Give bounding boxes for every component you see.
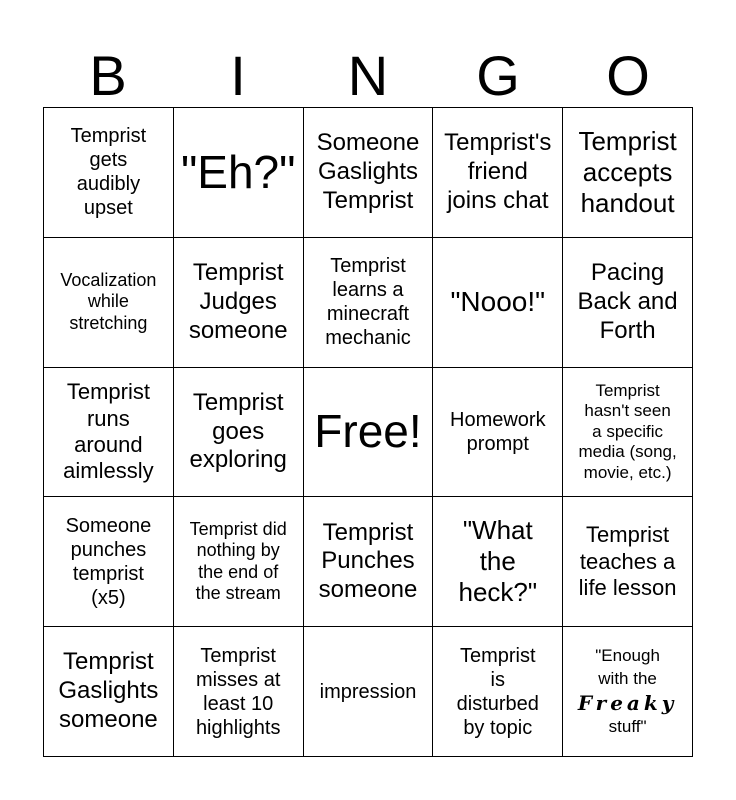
bingo-cell[interactable]: impression xyxy=(304,627,434,757)
bingo-header xyxy=(43,44,693,108)
bingo-cell-freaky[interactable] xyxy=(563,627,693,757)
bingo-cell[interactable]: Someone punches temprist (x5) xyxy=(44,497,174,627)
bingo-cell[interactable]: Temprist teaches a life lesson xyxy=(563,497,693,627)
freaky-quote xyxy=(578,645,678,737)
header-letter-i: I xyxy=(230,44,246,107)
header-letter-b: B xyxy=(89,44,127,107)
bingo-cell[interactable]: "Eh?" xyxy=(174,108,304,238)
bingo-cell[interactable]: Temprist runs around aimlessly xyxy=(44,368,174,498)
freaky-line-1: "Enough xyxy=(595,646,660,666)
header-letter-n: N xyxy=(347,44,389,107)
freaky-line-3: stuff" xyxy=(608,716,647,736)
bingo-cell[interactable]: Temprist goes exploring xyxy=(174,368,304,498)
bingo-cell[interactable]: Vocalization while stretching xyxy=(44,238,174,368)
bingo-cell[interactable]: Temprist hasn't seen a specific media (song, movie, etc.) xyxy=(563,368,693,498)
freaky-stylized-word: Freaky xyxy=(577,690,678,715)
bingo-cell[interactable]: Temprist is disturbed by topic xyxy=(433,627,563,757)
header-letter-o: O xyxy=(606,44,650,107)
bingo-cell[interactable]: Temprist Gaslights someone xyxy=(44,627,174,757)
bingo-cell[interactable]: "Nooo!" xyxy=(433,238,563,368)
free-space-cell[interactable]: Free! xyxy=(304,368,434,498)
header-letter-g: G xyxy=(476,44,520,107)
bingo-cell[interactable]: Someone Gaslights Temprist xyxy=(304,108,434,238)
bingo-cell[interactable]: Homework prompt xyxy=(433,368,563,498)
bingo-cell[interactable]: Pacing Back and Forth xyxy=(563,238,693,368)
bingo-cell[interactable]: Temprist misses at least 10 highlights xyxy=(174,627,304,757)
bingo-cell[interactable]: Temprist learns a minecraft mechanic xyxy=(304,238,434,368)
freaky-line-2: with the xyxy=(598,668,657,688)
bingo-cell[interactable]: Temprist Punches someone xyxy=(304,497,434,627)
bingo-cell[interactable]: Temprist gets audibly upset xyxy=(44,108,174,238)
bingo-cell[interactable]: Temprist's friend joins chat xyxy=(433,108,563,238)
bingo-cell[interactable]: "What the heck?" xyxy=(433,497,563,627)
bingo-board xyxy=(43,107,693,757)
bingo-cell[interactable]: Temprist accepts handout xyxy=(563,108,693,238)
bingo-cell[interactable]: Temprist Judges someone xyxy=(174,238,304,368)
bingo-cell[interactable]: Temprist did nothing by the end of the stream xyxy=(174,497,304,627)
